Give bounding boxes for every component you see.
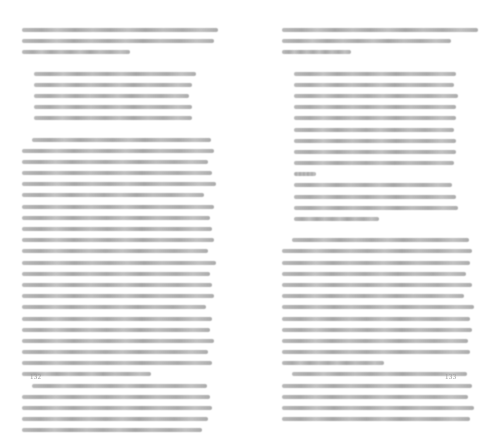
text-line bbox=[282, 384, 472, 388]
text-line bbox=[32, 138, 211, 142]
text-line bbox=[22, 305, 206, 309]
text-line bbox=[282, 294, 464, 298]
text-line bbox=[34, 116, 192, 120]
text-line bbox=[34, 72, 196, 76]
text-line bbox=[282, 417, 470, 421]
text-line bbox=[22, 339, 214, 343]
text-line bbox=[22, 171, 212, 175]
text-line bbox=[282, 317, 470, 321]
text-line bbox=[282, 50, 351, 54]
text-line bbox=[292, 372, 467, 376]
text-line bbox=[34, 105, 192, 109]
text-line bbox=[282, 272, 466, 276]
paragraph bbox=[22, 138, 218, 377]
text-line bbox=[294, 195, 456, 199]
text-line bbox=[294, 139, 456, 143]
text-line bbox=[22, 238, 214, 242]
block-gap bbox=[282, 228, 478, 238]
right-page bbox=[282, 28, 478, 428]
text-line bbox=[22, 272, 210, 276]
text-line bbox=[294, 161, 454, 165]
text-line bbox=[294, 116, 456, 120]
text-line bbox=[22, 417, 208, 421]
block-gap bbox=[282, 62, 478, 72]
text-line bbox=[22, 350, 208, 354]
text-line bbox=[294, 150, 456, 154]
text-line bbox=[292, 238, 469, 242]
text-line bbox=[22, 216, 210, 220]
text-line bbox=[22, 249, 208, 253]
text-line bbox=[294, 183, 452, 187]
text-line bbox=[282, 395, 468, 399]
paragraph bbox=[22, 384, 218, 433]
text-line bbox=[22, 205, 214, 209]
block-gap bbox=[22, 62, 218, 72]
text-line bbox=[22, 395, 210, 399]
text-line bbox=[22, 317, 212, 321]
text-line bbox=[282, 406, 474, 410]
text-line bbox=[22, 193, 204, 197]
text-line bbox=[282, 39, 451, 43]
text-line bbox=[282, 339, 468, 343]
text-line bbox=[294, 206, 458, 210]
text-line bbox=[22, 50, 130, 54]
text-line bbox=[282, 28, 478, 32]
paragraph bbox=[282, 28, 478, 54]
text-line bbox=[22, 428, 202, 432]
text-line bbox=[294, 128, 454, 132]
text-line bbox=[282, 283, 472, 287]
text-line bbox=[22, 406, 212, 410]
text-line bbox=[294, 72, 456, 76]
text-line bbox=[22, 294, 214, 298]
text-line bbox=[22, 283, 212, 287]
text-line bbox=[22, 39, 214, 43]
text-line bbox=[282, 361, 384, 365]
text-line bbox=[282, 305, 474, 309]
text-line bbox=[294, 83, 454, 87]
block-quote bbox=[22, 72, 218, 121]
text-line bbox=[282, 328, 472, 332]
text-line bbox=[22, 160, 208, 164]
text-line bbox=[282, 350, 470, 354]
text-line bbox=[294, 217, 379, 221]
text-line bbox=[22, 182, 216, 186]
paragraph bbox=[282, 238, 478, 365]
block-quote bbox=[282, 183, 478, 221]
left-page bbox=[22, 28, 218, 440]
text-line bbox=[282, 249, 472, 253]
page-number-right: 133 bbox=[445, 373, 457, 381]
page-number-left: 132 bbox=[30, 373, 42, 381]
text-line bbox=[294, 94, 458, 98]
paragraph bbox=[22, 28, 218, 54]
text-line bbox=[294, 105, 456, 109]
text-line bbox=[282, 261, 470, 265]
text-line bbox=[22, 227, 212, 231]
block-quote bbox=[282, 72, 478, 177]
text-line bbox=[34, 94, 189, 98]
text-line bbox=[22, 361, 212, 365]
text-line bbox=[22, 149, 214, 153]
text-line bbox=[34, 83, 192, 87]
text-line bbox=[22, 261, 216, 265]
text-line bbox=[22, 28, 218, 32]
block-gap bbox=[22, 128, 218, 138]
text-line bbox=[32, 384, 207, 388]
text-line bbox=[294, 172, 316, 176]
text-line bbox=[22, 328, 210, 332]
